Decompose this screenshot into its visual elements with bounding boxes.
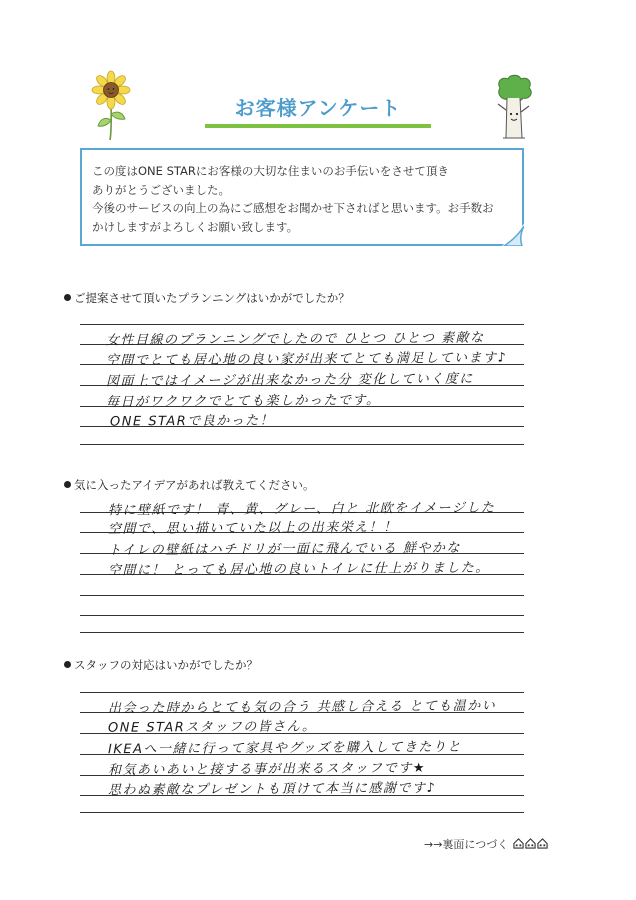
handwritten-answer-line: 空間で、思い描いていた以上の出来栄え！！ bbox=[107, 519, 398, 538]
handwritten-answer-line: 和気あいあいと接する事が出来るスタッフです★ bbox=[107, 760, 427, 779]
notice-line: ありがとうございました。 bbox=[92, 182, 230, 197]
bullet-icon bbox=[64, 481, 71, 488]
house-icon bbox=[513, 838, 524, 849]
bullet-icon bbox=[64, 294, 71, 301]
handwritten-answer-line: 女性目線のプランニングでしたので ひとつ ひとつ 素敵な bbox=[105, 330, 485, 349]
handwritten-answer-line: IKEAへ一緒に行って家具やグッズを購入してきたりと bbox=[107, 739, 462, 758]
handwritten-answer-line: ONE STARで良かった！ bbox=[109, 413, 275, 430]
continue-text: →→裏面につづく bbox=[424, 838, 509, 851]
handwritten-answer-line: 出会った時からとても気の合う 共感し合える とても温かい bbox=[107, 698, 497, 717]
question-2 bbox=[64, 477, 314, 493]
question-1 bbox=[64, 290, 350, 306]
handwritten-answer-line: ONE STARスタッフの皆さん。 bbox=[107, 719, 317, 736]
question-label: ご提案させて頂いたプランニングはいかがでしたか？ bbox=[74, 291, 350, 305]
notice-line: かけしますがよろしくお願い致します。 bbox=[92, 219, 299, 234]
question-label: スタッフの対応はいかがでしたか？ bbox=[74, 658, 258, 672]
page-curl-icon bbox=[502, 224, 524, 246]
house-icon bbox=[525, 838, 536, 849]
notice-line: 今後のサービスの向上の為にご感想をお聞かせ下さればと思います。お手数お bbox=[92, 201, 494, 215]
answer-area-3[interactable] bbox=[80, 692, 524, 812]
notice-box bbox=[80, 148, 524, 246]
notice-line: この度はONE STARにお客様の大切な住まいのお手伝いをさせて頂き bbox=[92, 164, 449, 178]
continue-note bbox=[424, 836, 548, 852]
handwritten-answer-line: 空間でとても居心地の良い家が出来てとても満足しています♪ bbox=[105, 350, 508, 369]
handwritten-answer-line: 空間に！ とっても居心地の良いトイレに仕上がりました。 bbox=[107, 560, 490, 579]
handwritten-answer-line: 毎日がワクワクでとても楽しかったです。 bbox=[105, 393, 381, 410]
handwritten-answer-line: 特に壁紙です！ 青、黄、グレー、白と 北欧をイメージした bbox=[107, 500, 496, 519]
question-label: 気に入ったアイデアがあれば教えてください。 bbox=[74, 478, 315, 492]
bullet-icon bbox=[64, 661, 71, 668]
handwritten-answer-line: 思わぬ素敵なプレゼントも頂けて本当に感謝です♪ bbox=[107, 780, 437, 799]
page-title: お客様アンケート bbox=[234, 96, 402, 120]
answer-area-2[interactable] bbox=[80, 500, 524, 632]
notice-text bbox=[92, 162, 512, 236]
answer-area-1[interactable] bbox=[80, 324, 524, 444]
title-underline bbox=[205, 124, 431, 128]
handwritten-answer-line: トイレの壁紙はハチドリが一面に飛んでいる 鮮やかな bbox=[107, 540, 462, 559]
handwritten-answer-line: 図面上ではイメージが出来なかった分 変化していく度に bbox=[105, 371, 474, 390]
house-icon bbox=[537, 838, 548, 849]
question-3 bbox=[64, 657, 258, 673]
